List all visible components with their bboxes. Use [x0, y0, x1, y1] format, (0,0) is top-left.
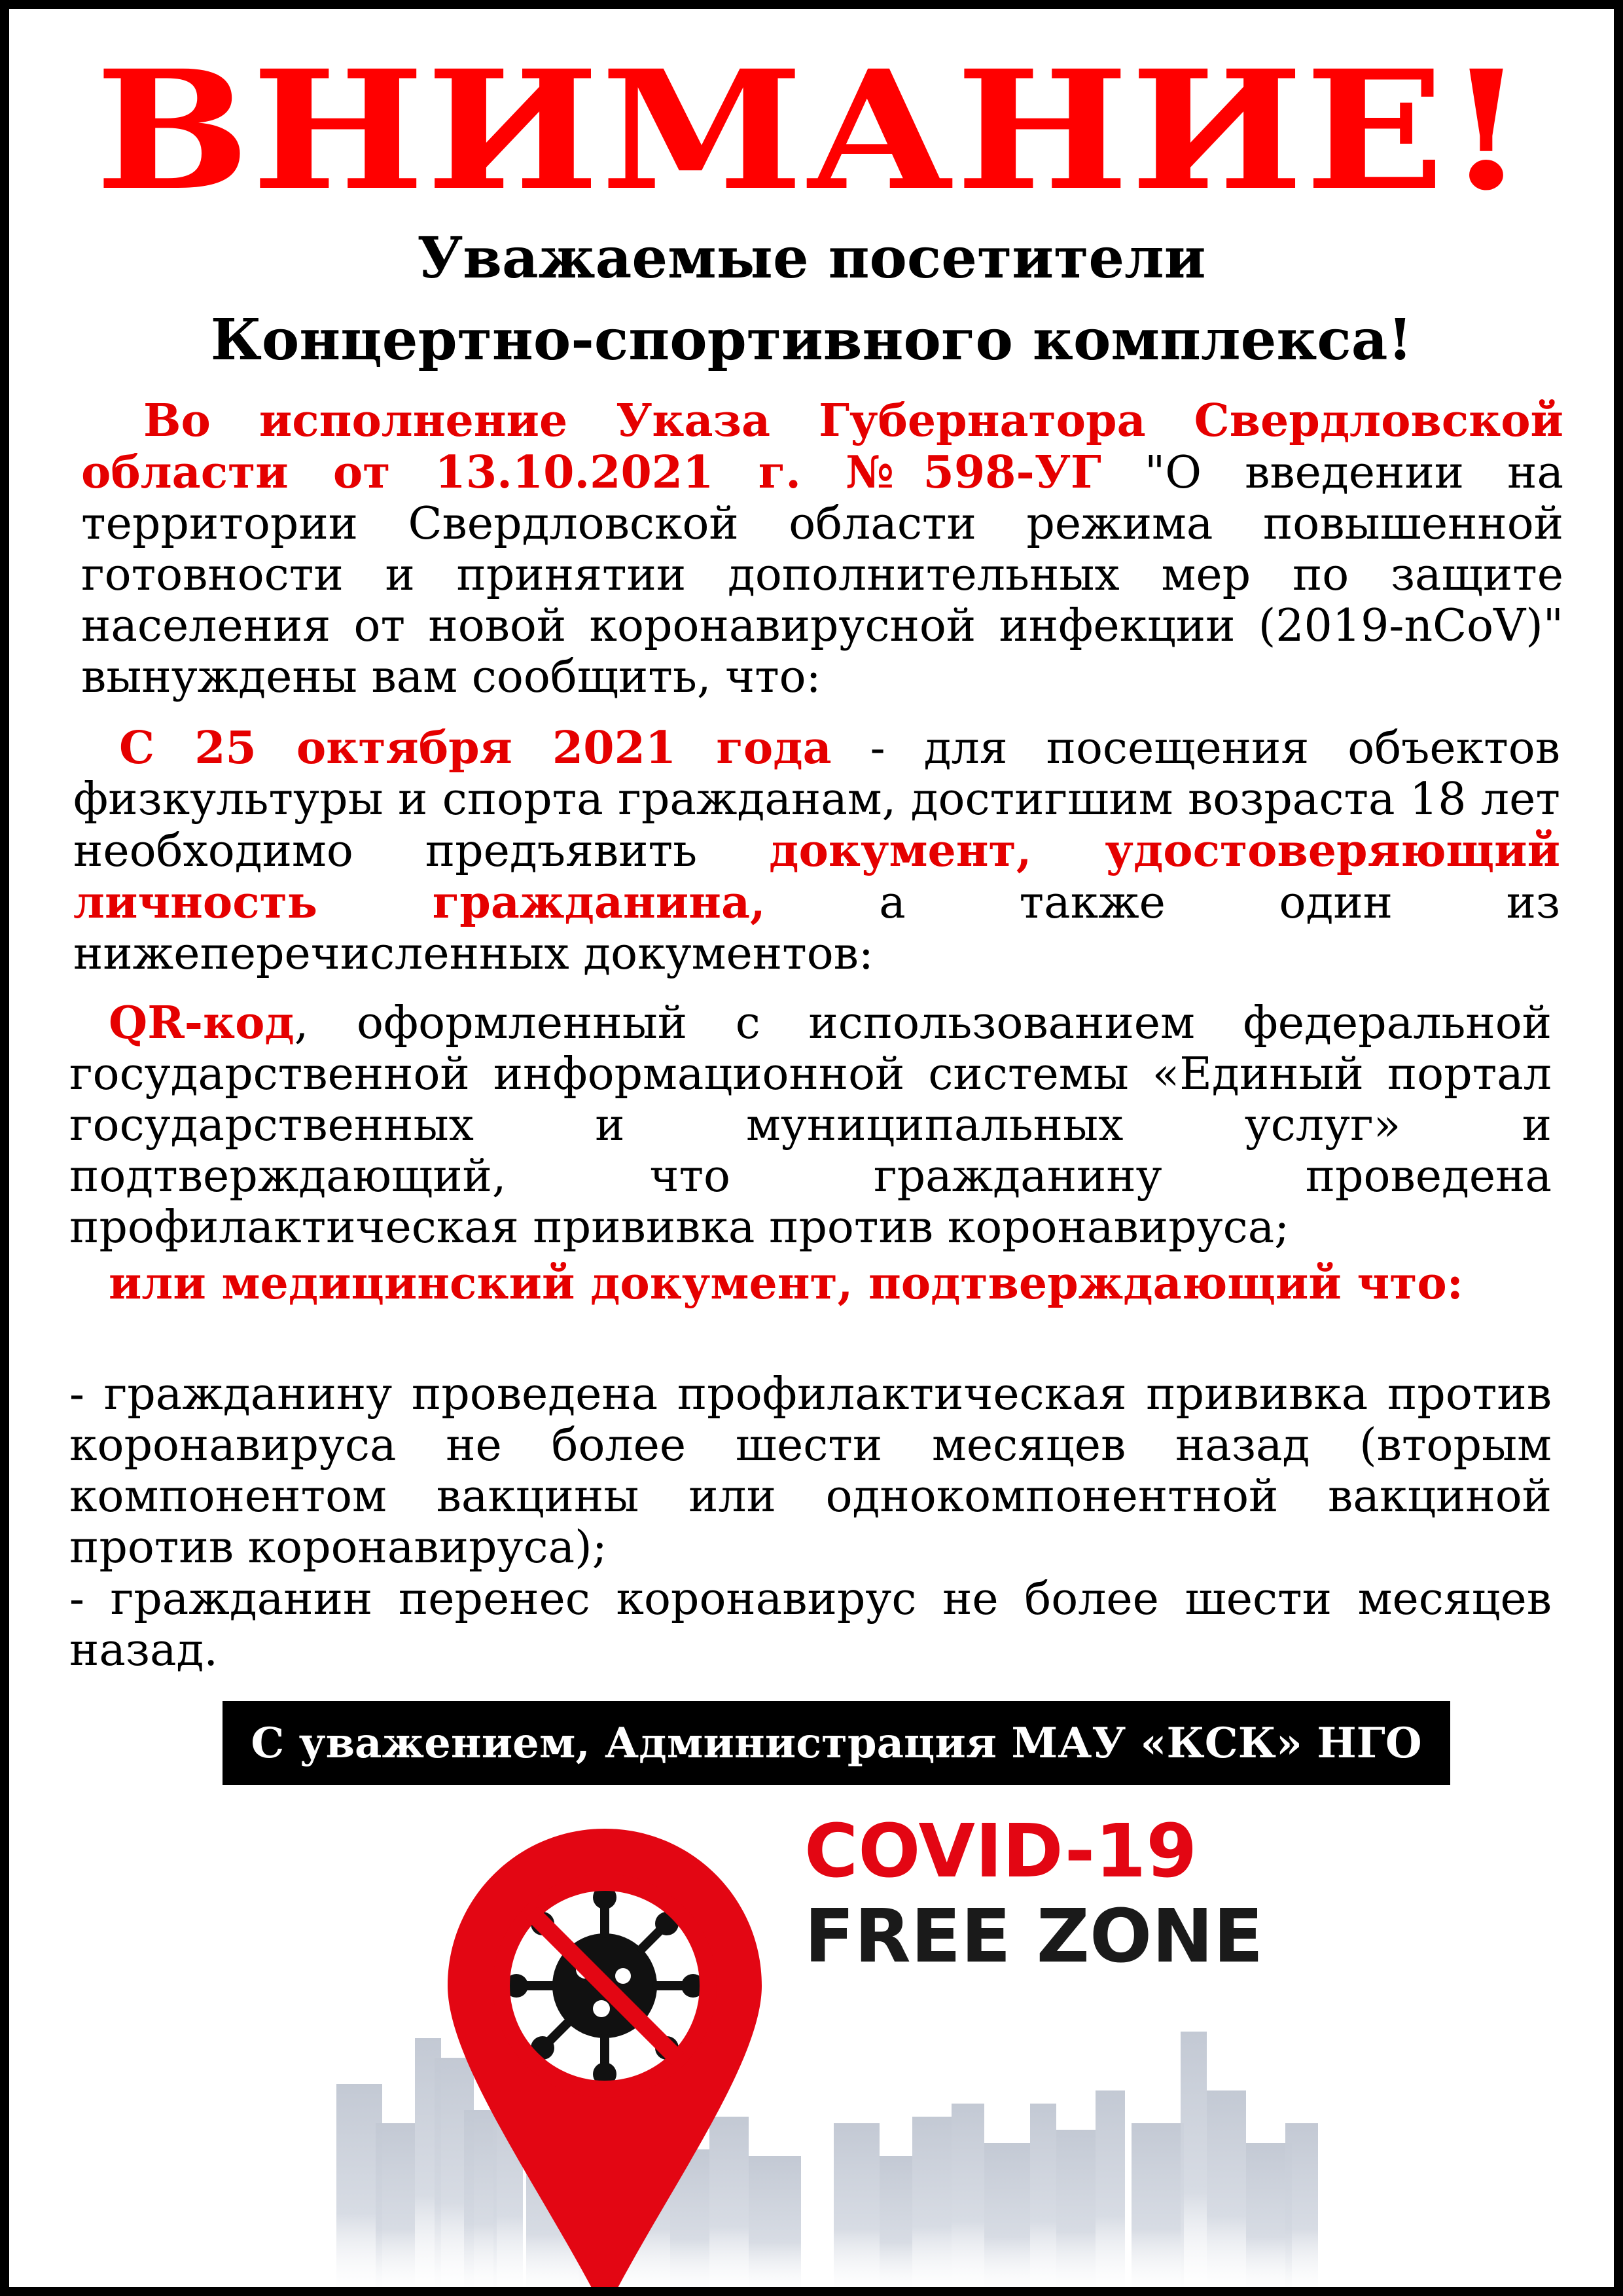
- decree-text: "О введении на территории Свердловской области режима повышенной готовности и принятии дополнительных мер по защите населения от новой коронавирусной инфекции (2019-nCoV)" вынуждены вам сообщить, что:: [81, 447, 1563, 703]
- notice-page: [9, 9, 1614, 2287]
- free-zone-label: FREE ZONE: [804, 1894, 1264, 1979]
- start-date: С 25 октября 2021 года: [119, 722, 832, 774]
- requirement-paragraph: [73, 723, 1560, 980]
- list-item: - гражданин перенес коронавирус не более шести месяцев назад.: [69, 1573, 1552, 1676]
- decree-paragraph: [81, 395, 1563, 703]
- greeting-line-2: Концертно-спортивного комплекса!: [210, 307, 1413, 373]
- list-item: - гражданину проведена профилактическая прививка против коронавируса не более шести месяцев назад (вторым компонентом вакцины или однокомпонентной вакциной против коронавируса);: [69, 1369, 1552, 1573]
- greeting: [9, 217, 1614, 381]
- decree-reference: Во исполнение Указа Губернатора Свердловской области от 13.10.2021 г. №598-УГ: [81, 395, 1563, 499]
- requirement-tail: а также один из нижеперечисленных документов:: [73, 877, 1560, 980]
- covid-title: COVID-19: [804, 1809, 1198, 1894]
- medical-doc-label: или медицинский документ, подтверждающий что:: [109, 1257, 1463, 1310]
- medical-doc-paragraph: [69, 1258, 1552, 1310]
- requirement-text: - для посещения объектов физкультуры и спорта гражданам, достигшим возраста 18 лет необходимо предъявить: [73, 723, 1560, 877]
- location-pin-icon: [448, 1829, 762, 2287]
- qr-paragraph: [69, 997, 1552, 1253]
- page-title: ВНИМАНИЕ!: [95, 34, 1528, 226]
- id-document: документ, удостоверяющий личность гражданина,: [73, 825, 1560, 929]
- signature-text: С уважением, Администрация МАУ «КСК» НГО: [251, 1718, 1422, 1768]
- qr-code-label: QR-код: [109, 997, 294, 1049]
- greeting-line-1: Уважаемые посетители: [417, 225, 1206, 291]
- qr-code-text: , оформленный с использованием федеральной государственной информационной системы «Единый портал государственных и муниципальных услуг» и подтверждающий, что гражданину проведена профилактическая прививка против коронавируса;: [69, 997, 1552, 1253]
- signature-banner: [223, 1701, 1450, 1785]
